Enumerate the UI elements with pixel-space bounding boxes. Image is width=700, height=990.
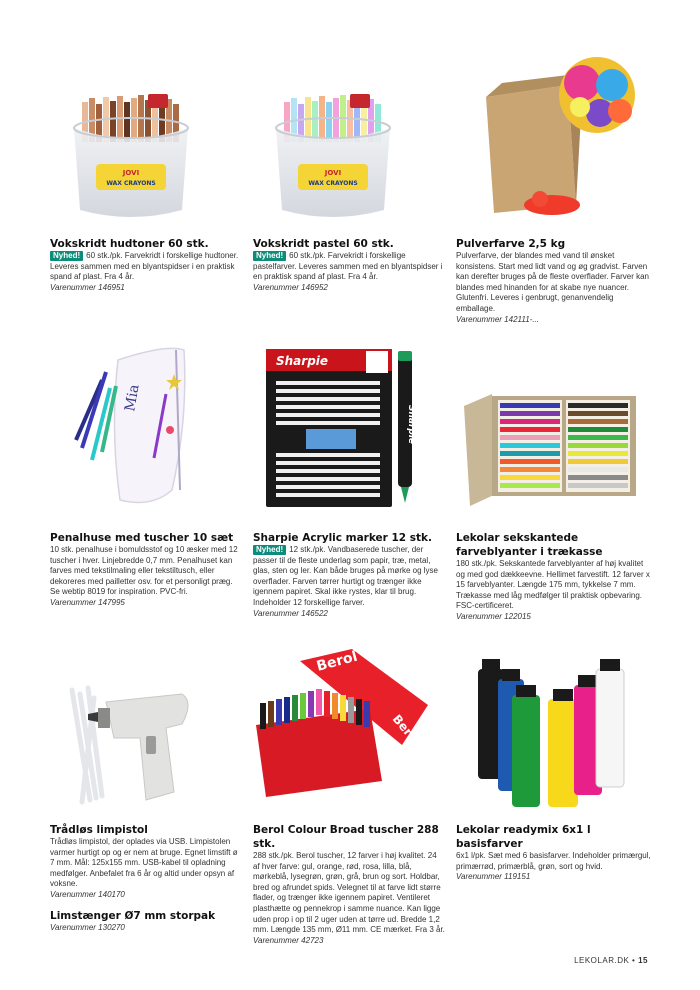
- product-card: [456, 823, 652, 883]
- product-description: Nyhed! 60 stk./pk. Farvekridt i forskellige hudtoner. Leveres sammen med en blyantspidser i en praktisk spand af plast. Fra 4 år.: [50, 251, 239, 282]
- page-number: 15: [638, 956, 648, 965]
- svg-text:Berol: Berol: [389, 711, 424, 749]
- product-image-berol-markers: [252, 645, 434, 815]
- product-card: [253, 531, 445, 619]
- footer-separator: •: [632, 956, 636, 965]
- product-title: Lekolar readymix 6x1 l basisfarver: [456, 824, 591, 850]
- item-number: Varenummer 42723: [253, 935, 324, 945]
- svg-text:Sharpie: Sharpie: [406, 405, 416, 445]
- product-card: [456, 531, 652, 623]
- new-badge: Nyhed!: [253, 251, 286, 261]
- svg-text:WAX CRAYONS: WAX CRAYONS: [308, 180, 358, 187]
- product-card: [456, 237, 652, 325]
- svg-text:Mia: Mia: [122, 383, 143, 413]
- svg-text:Berol: Berol: [314, 648, 360, 675]
- svg-text:JOVI: JOVI: [324, 169, 342, 177]
- product-description: Trådløs limpistol, der oplades via USB. Limpistolen varmer hurtigt op og er nem at bruge. Egnet limstift ø 7 mm. Mål: 125x155 mm. USB-kabel til opladning medfølger. Anbefalet fra 6 år og altid under opsyn af voksne.: [50, 837, 238, 889]
- product-description: 288 stk./pk. Berol tuscher, 12 farver i høj kvalitet. 24 af hver farve: gul, orange, rød, rosa, lilla, blå, mørkeblå, lysegrøn, grøn, grå, brun og sort. Holdbar, bred og afrundet spids. Velegnet til at farve lidt større flader, og trænger ikke igennem papiret. Ventileret plasthætte og pennekrop i samme nuance. Kan ligge uden prop i op til 2 uger uden at tørre ud. Bredde 1,2 mm. Længde 135 mm, Ø11 mm. CE mærket. Fra 3 år.: [253, 851, 445, 935]
- svg-text:WAX CRAYONS: WAX CRAYONS: [106, 180, 156, 187]
- new-badge: Nyhed!: [253, 545, 286, 555]
- product-image-colored-pencils-box: [462, 390, 640, 510]
- product-title: Sharpie Acrylic marker 12 stk.: [253, 532, 433, 544]
- product-image-pencil-cases: [62, 340, 202, 510]
- item-number: Varenummer 146522: [253, 608, 328, 618]
- product-description: 180 stk./pk. Sekskantede farveblyanter af høj kvalitet og med god dækkeevne. Hellimet farvestift. 12 farver x 15 farveblyanter. Længde 175 mm, tykkelse 7 mm. Trækasse med låg medfølger til praktisk opbevaring. FSC-certificeret.: [456, 559, 650, 611]
- item-number: Varenummer 119151: [456, 872, 531, 882]
- product-image-sharpie-markers: [262, 345, 426, 515]
- item-number: Varenummer 147995: [50, 597, 125, 607]
- product-card: [50, 909, 242, 934]
- product-image-skin-crayons: [68, 92, 194, 222]
- product-title: Berol Colour Broad tuscher 288 stk.: [253, 824, 439, 850]
- svg-text:Sharpie: Sharpie: [276, 354, 329, 368]
- product-card: [253, 823, 445, 946]
- site-name: LEKOLAR.DK: [574, 956, 630, 965]
- product-title: Limstænger Ø7 mm storpak: [50, 910, 216, 922]
- product-description: Nyhed! 60 stk./pk. Farvekridt i forskellige pastelfarver. Leveres sammen med en blyantspidser i en praktisk spand af plast. Fra 4 år.: [253, 251, 443, 282]
- item-number: Varenummer 142111-...: [456, 314, 540, 324]
- product-card: [253, 237, 445, 293]
- page-footer: [574, 956, 648, 965]
- new-badge: Nyhed!: [50, 251, 83, 261]
- item-number: Varenummer 146951: [50, 282, 125, 292]
- product-card: [50, 237, 242, 293]
- product-card: [50, 823, 242, 901]
- product-image-pastel-crayons: [270, 92, 396, 222]
- product-image-glue-gun: [62, 680, 202, 810]
- product-description: Nyhed! 12 stk./pk. Vandbaserede tuscher, der passer til de fleste underlag som papir, træ, metal, glas, sten og ler. Kan både bruges på mørke og lyse overflader. Farven tørrer hurtigt og trænger ikke igennem papiret. Skal ikke rystes, klar til brug. Indeholder 12 forskellige farver.: [253, 545, 438, 607]
- product-title: Lekolar sekskantede farveblyanter i trækasse: [456, 532, 603, 558]
- svg-text:JOVI: JOVI: [122, 169, 140, 177]
- product-description: 6x1 l/pk. Sæt med 6 basisfarver. Indeholder primærgul, primærrød, primærblå, grøn, sort og hvid.: [456, 851, 651, 871]
- product-title: Vokskridt pastel 60 stk.: [253, 238, 394, 250]
- product-description: 10 stk. penalhuse i bomuldsstof og 10 æsker med 12 tuscher i hver. Linjebredde 0,7 mm. Penalhuset kan farves med tekstilmaling eller tekstiltusch, eller dekoreres med pailletter osv. for et personligt præg. Se webtip 8019 for inspiration. PVC-fri.: [50, 545, 238, 597]
- product-image-powder-paint: [472, 55, 640, 225]
- item-number: Varenummer 122015: [456, 611, 531, 621]
- item-number: Varenummer 140170: [50, 889, 125, 899]
- item-number: Varenummer 146952: [253, 282, 328, 292]
- product-title: Penalhuse med tuscher 10 sæt: [50, 532, 234, 544]
- product-title: Pulverfarve 2,5 kg: [456, 238, 566, 250]
- item-number: Varenummer 130270: [50, 923, 125, 932]
- product-image-readymix-paint: [468, 655, 640, 807]
- product-title: Trådløs limpistol: [50, 824, 148, 836]
- product-title: Vokskridt hudtoner 60 stk.: [50, 238, 209, 250]
- product-card: [50, 531, 242, 609]
- product-description: Pulverfarve, der blandes med vand til ønsket konsistens. Start med lidt vand og øg gradvist. Farven kan derefter bruges på de fleste overflader. Farver kan blandes med hinanden for at skabe nye nuancer. Glutenfri. Leveres i genbrugt, genanvendelig emballage.: [456, 251, 649, 313]
